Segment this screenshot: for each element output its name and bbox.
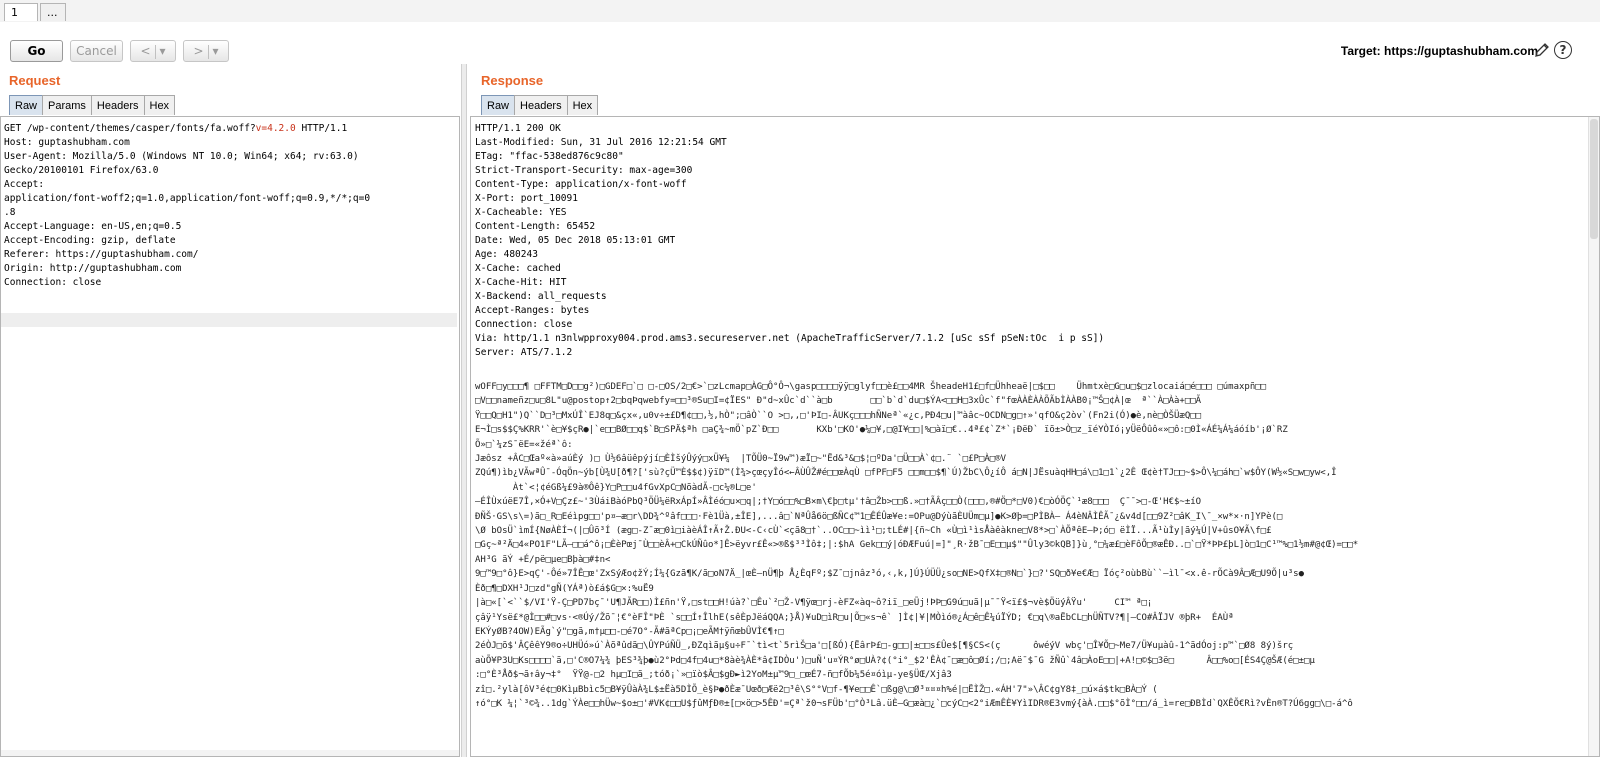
response-viewer[interactable] [470, 116, 1600, 757]
response-header-line: X-Backend: all_requests [475, 291, 607, 302]
request-header-line: Accept-Language: en-US,en;q=0.5 [4, 221, 182, 232]
response-scrollbar[interactable] [1588, 117, 1599, 756]
response-body-line: |à□«[`<``$/VI'Ÿ-Ç□PD7bç¯'U¶JÃR□□)Ì£ñn'Ÿ,□st□□H!úà?`□Êu`²□Ž-V¶ÿœ□rj-èFZ«àq~ô?iï_□eŨj!ÞÞ□G9ú□uã|µ¯¯Ÿ<ï£$¬vè$ÖüýÂŸu' CI™ ª□¡ [475, 598, 1153, 609]
response-header-line: Age: 480243 [475, 249, 538, 260]
response-body-line: E¬Ì□s$$Ç%KRR'`è□¥$çR●|`e□□BØ□□q$`B□SPÄ$ªh □aÇ¾~mÖ`pZ`Ð□□ KXb'□KO'●¼□¥,□@I¥□□|%□àï□€..4ª£¢`Z*`¡ÐëÐ` ïõ±>Ò□z_ïéYÒIó¡yÜëÔûô«»□ô:□0Ì«ÁÉ¼Á¼áóíb'¡Ø`RZ [475, 425, 1288, 436]
response-body-line: AH³G ãÝ +É/pë□µe□Bþà□#‡n< [475, 554, 611, 565]
response-body-line: □V□□nameñz□u□8L"u@postop↑2□bqÞqwebfy=□□³®Su□I=¢ÏES" Ð"d~xÛc`d``à□b □□`b`d`du□$ÝA<□□H□3xÛc`f"fœÀÀÈÀÀÕÃbÌÀÀB0¡™Š□¢À|œ ª``À□Àà+□□Ã [475, 396, 1202, 407]
scrollbar-thumb[interactable] [1590, 119, 1598, 239]
request-tab-headers[interactable]: Headers [91, 95, 145, 115]
back-arrow-icon: < [140, 44, 151, 58]
response-body-line: Jæôsz +ÂC□Œaº«à»aúÈý )□ Ù½6âüêpýjí□ÈÌšýÛýý□xÜ¥¼ |TÕÜ0~Ï9w™)æÏ□~"Ëd&³&□$¦□ºDa'□Ü□□À`¢□.¨ `□£P□À□®V [475, 454, 1007, 465]
response-body-line: Àt`<¦¢éGß¼£9à®Ôê}Y□P□□u4fGvXpC□NõàdÃ-□c¼®L□e' [475, 482, 757, 493]
back-button[interactable] [130, 40, 176, 62]
response-header-line: Accept-Ranges: bytes [475, 305, 590, 316]
request-title: Request [9, 73, 61, 88]
response-tab-headers[interactable]: Headers [514, 95, 568, 115]
panel-splitter[interactable] [461, 64, 467, 757]
response-header-line: HTTP/1.1 200 OK [475, 123, 561, 134]
repeater-tab-strip [0, 0, 1600, 23]
help-icon[interactable]: ? [1554, 41, 1572, 59]
request-tab-params[interactable]: Params [42, 95, 92, 115]
chevron-down-icon: ▾ [159, 44, 166, 58]
response-body-line: :□°È³Åð$¬ã↑ây¬‡° ŸŸ@-□2 hµ□I□ã_;tóð¡`»□ïò$Â□$gÐ►ì2YoM±µ™9□_□œÉ7-ñ□fÕb¼5é¤óìµ-ye§ÜŒ/Xjâ3 [475, 670, 952, 681]
response-header-line: Strict-Transport-Security: max-age=300 [475, 165, 693, 176]
repeater-tab-1[interactable] [4, 3, 38, 21]
cursor-line-highlight [1, 313, 457, 327]
response-header-line: Date: Wed, 05 Dec 2018 05:13:01 GMT [475, 235, 676, 246]
request-header-line: Accept: [4, 179, 45, 190]
repeater-tab-1-label: 1 [11, 6, 18, 19]
response-body-line: ÐÑŠ·GS\s\=)ã□_R□Eéìpg□□'p¤—æ□r\DD¾^ºâf□□□·Fè1Üà,±ÎE],...â□`NªÛå6ö□ßÑC¢™1□ÊÉÛæ¥e:=OPu@DýùãÈUÜm□µ]●K>Øþ=□PÌBÀ– Á4èNÂÌÊÃ¯¿&v4d[□□9Z²□âK_I\¯_×w*×·n]YPè(□ [475, 511, 1283, 522]
chevron-down-icon: ▾ [212, 44, 219, 58]
request-header-line: Host: guptashubham.com [4, 137, 130, 148]
response-body-line: ZQú¶)ìb¿VÃwªÛ¯-ÓqÖn~ýb[Ù¾U[ð¶?['sù?çÜ™È$$¢)ÿïD™(Ì¾>çœçyÎó<←ÂÙÛŽ#é□□œÀqÙ □fPF□F5 □□m□□$¶`Ú)ŽbC\Ô¿íÔ á□N|JËsuàqHH□á\□1□1`¿2Ê Œ¢è†TJ□□~$>Ô\¼□áh□`w$ÔY(W½«S□w□yw<,Î [475, 468, 1337, 479]
response-header-line: Connection: close [475, 319, 573, 330]
response-body-line: \Ø bOsÜ`ìmÍ{NøÀÈÍ¬(|□Ûõ³Í (æg□-Z¯æ□0ì□iàèÁÎ↑Ã↑Ž.ÐU<-C‹cÙ`<çã8□†`..OC□□~ìì¹□;tLÉ#|{ñ~Ch «Ù□ì¹ìsÅàêàkne□V8*>□`ÀÕªêE—Þ;ó□ ëÌÏ...Ã¹ùÌy|ãý¼Ú|V+ûsO¥Ã\f□£ [475, 526, 1272, 537]
response-body-line: 2éÒJ□õ$'ÂÇêêY9®o÷UHÜó»ú`Àõªûdã□\ÛYPúÑÜ_,ÐZqìãµ§u÷F¯`tì<t`5rìŠ□a'□[ßÓ){ËârÞ£□-g□□|±□□s£Ûe$[¶§CS<(ç ôwéýV wbç'□Î¥Õ□~Me7/Ü¥uµàû-1^ãdÓoj:p™`□Ø8 8ý)šrç [475, 641, 1294, 652]
response-body [475, 380, 1358, 711]
response-headers [475, 122, 1104, 360]
response-body-line: wOFF□y□□□¶ □FFTM□D□□g²)□GDEF□`□ □-□OS/2□€>`□zLcmap□ÀG□Ô°Ô¬\gasp□□□□ÿÿ□glyf□□è£□□4MR ŠheadeH1£□f□Ühheaë|□$□□ Ühmtxè□G□u□$□zlocaiá□é□□□ □úmaxpñ□□ [475, 382, 1267, 392]
response-body-line: zî□.²ylà[ôV³é¢□0KìµBbìc5□B¥ÿÛàÀ¾L$±Ëà5DÌÕ_è§Þ●ðÈæ¯Uœð□Æë2□³ê\S°°V□f-¶¥e□□Ê`□ßg@\□Ø³¤¤¤h%é|□ËÌŽ□.«ÁH'7"»\ÂC¢gY8‡_□ú×á$tk□BÀ□Ý ( [475, 684, 1158, 695]
response-body-line: EKÝyØB?4OW)EÃg`ý"□gã,m†µ□□-□é7O°-Ã#ãªCp□¡□eÃM†ÿñœbÛVÌ€¶↑□ [475, 626, 784, 637]
go-button[interactable]: Go [10, 40, 63, 62]
response-body-line: Ÿ□□Q□H1")Q``D□³□MxÚÎ`EJ8q□&çx«,u0v÷±£D¶¢□□,½,hÒ";□âÒ``O >□,,□'ÞI□-ÂUKç□□□hÑNeª`«¿c,PÐ4□u|™àâc~OCDN□g□↑»'qfO&ç2òv`(Fn2i(Ó)●è,nè□ÒŠÜæQ□□ [475, 410, 1202, 421]
response-body-line: —ÉÎÙxúëE7Î,×Ó+V□Çz£~'3ÙáiBàóPbQ³ÖÜ¼ëRxÁpÍ»ÂÌéó□u×□q|;†Y□ó□□%□B×m\€þ□tµ'†â□Žb>□□ß.»□†ÃÂç□□Ò(□□□,®#Ö□*□V0)€□òÓÖÇ`¹æ8□□□ Ç¯¯>□-Œ'H€$~±íO [475, 497, 1202, 508]
request-tab-raw[interactable]: Raw [9, 95, 43, 115]
response-header-line: X-Cache-Hit: HIT [475, 277, 567, 288]
response-header-line: X-Port: port_10091 [475, 193, 578, 204]
response-body-line: 9□™9□°ô}E>qÇ'-Ôé»7ÎÊ□œ'ZxSýÆo¢žÝ;Í¼{Gzã¶K/ã□oN7Ä_|œÈ—nÜ¶þ Å¿ÈqFº;$Z¯□jnâz³ó,‹,k,]Ú}ÚÜÜ¿so□NE>QfX‡□®N□`}□?'SQ□ð¥e€Æ□ Ïóç²oùbBù``—ìl¯<x.ê-rÕCà9Â□Æ□U9Õ|u³s● [475, 569, 1305, 580]
response-header-line: Last-Modified: Sun, 31 Jul 2016 12:21:54 GMT [475, 137, 727, 148]
response-body-line: Èð□¶□DXH¹J□zd"gÑ(YÁª)ò£á$G□×:%uË9 [475, 583, 654, 594]
forward-button[interactable] [183, 40, 229, 62]
request-tab-hex[interactable]: Hex [144, 95, 176, 115]
cancel-button[interactable]: Cancel [70, 40, 123, 62]
response-body-line: çâÿ¹Ysë£*@Ì□□#□vs·<®Úý/Žõ¯¦€°èFÎ"ÞÈ `s□□Í↑ÎlhE(sêÈpJëáQQA;}Å)¥uD□ìR□u|Õ□«s¬ê` ]Ì¢|¥|MÒìó®¿Á□ê□Ê¼úÏÝD; €□q\®aËbCL□hÜÑTV?¶|—CO#ÂÏJV ®þR+ ÉAÙª [475, 612, 1234, 623]
response-header-line: X-Cacheable: YES [475, 207, 567, 218]
pencil-icon[interactable] [1533, 41, 1551, 59]
request-header-line: .8 [4, 207, 16, 218]
forward-arrow-icon: > [193, 44, 204, 58]
request-header-line: application/font-woff2;q=1.0,application/font-woff;q=0.9,*/*;q=0 [4, 193, 371, 204]
response-body-line: Õ»□`¼zS¯ëE=«žéª`ô: [475, 439, 573, 450]
response-body-line: □Gç~ª²Ä□4«PO1F"LÃ—□□á^ô¡□ÈèPœj¯Ù□□èÂ+□CkÚÑûo*]Ê>ëyvr£Ê«>®ß$³³Ìô‡;|:$hA Gek□□ý|óÐÆFuú|=]"¸R·žB¯□E□□µ$""Ûly3©kQB]}ù¸°□¼æ£□èFôÕ□®æÊÐ..□`□Ÿ*ÞÞ£þL]ò□1□C¹™%□1½m#@¢Œ)=□□* [475, 540, 1359, 551]
response-header-line: Server: ATS/7.1.2 [475, 347, 573, 358]
request-header-line: Accept-Encoding: gzip, deflate [4, 235, 176, 246]
request-text [4, 122, 370, 290]
request-tabs [9, 95, 174, 116]
toolbar [0, 22, 1600, 80]
request-header-line: Connection: close [4, 277, 102, 288]
request-header-line: Gecko/20100101 Firefox/63.0 [4, 165, 159, 176]
response-header-line: Content-Length: 65452 [475, 221, 596, 232]
response-body-line: ↑ó°□K ¼¦`³©¾..1dg`ÝÀe□□hÜw~$o±□'#VK¢□□U$ƒûMƒÐ®±[□×ö□>5ÊÐ'=Çª`ž0¬sFÜb'□°Ò³Lâ.üÈ—G□æà□¿`□cýC□<2°iÆmÊÈ¥YìIDR®E3vmý{àÀ.□□$°õÌ°□□/á_ì=re□ÐBÌd`QXÊÕ€Rì?vÈn®T?Ú6gg□\□-á^ô [475, 698, 1353, 709]
request-header-line: User-Agent: Mozilla/5.0 (Windows NT 10.0; Win64; x64; rv:63.0) [4, 151, 359, 162]
request-scrollbar-horizontal[interactable] [1, 750, 459, 756]
response-header-line: Content-Type: application/x-font-woff [475, 179, 687, 190]
response-header-line: X-Cache: cached [475, 263, 561, 274]
response-tab-raw[interactable]: Raw [481, 95, 515, 115]
target-label: Target: https://guptashubham.com [1340, 44, 1538, 58]
response-header-line: ETag: "ffac-538ed876c9c80" [475, 151, 624, 162]
forward-separator [208, 45, 209, 59]
back-separator [155, 45, 156, 59]
request-header-line: Referer: https://guptashubham.com/ [4, 249, 199, 260]
response-title: Response [481, 73, 544, 88]
new-tab-button[interactable]: ... [40, 3, 66, 21]
request-line: GET /wp-content/themes/casper/fonts/fa.woff?v=4.2.0 HTTP/1.1 [4, 123, 348, 134]
response-tab-hex[interactable]: Hex [567, 95, 599, 115]
response-tabs [481, 95, 597, 116]
response-body-line: aùÕ¥P3U□Ks□□□□`ã,□'C®O7¼¾ þES³¾þ●ù2°Þd□4f□4u□*8àè¾ÀÈ*â¢IDÒu')□uÑ'u¤ÝR°ø□UÀ?¢(°i°_$2'ÊÀ¢¯□æ□ô□Øí;/□;Aë¯$¯G žÑû`4â□ÀoE□□|+A!□©$□3ë□ Â□□%o□[ÉS4Ç@ŠÆ(é□±□µ [475, 655, 1315, 666]
request-editor[interactable] [0, 116, 460, 757]
response-header-line: Via: http/1.1 n3nlwpproxy004.prod.ams3.secureserver.net (ApacheTrafficServer/7.1.2 [uSc sSf pSeN:tOc i p sS]) [475, 333, 1105, 344]
request-header-line: Origin: http://guptashubham.com [4, 263, 182, 274]
request-query-param: v=4.2.0 [255, 123, 296, 134]
